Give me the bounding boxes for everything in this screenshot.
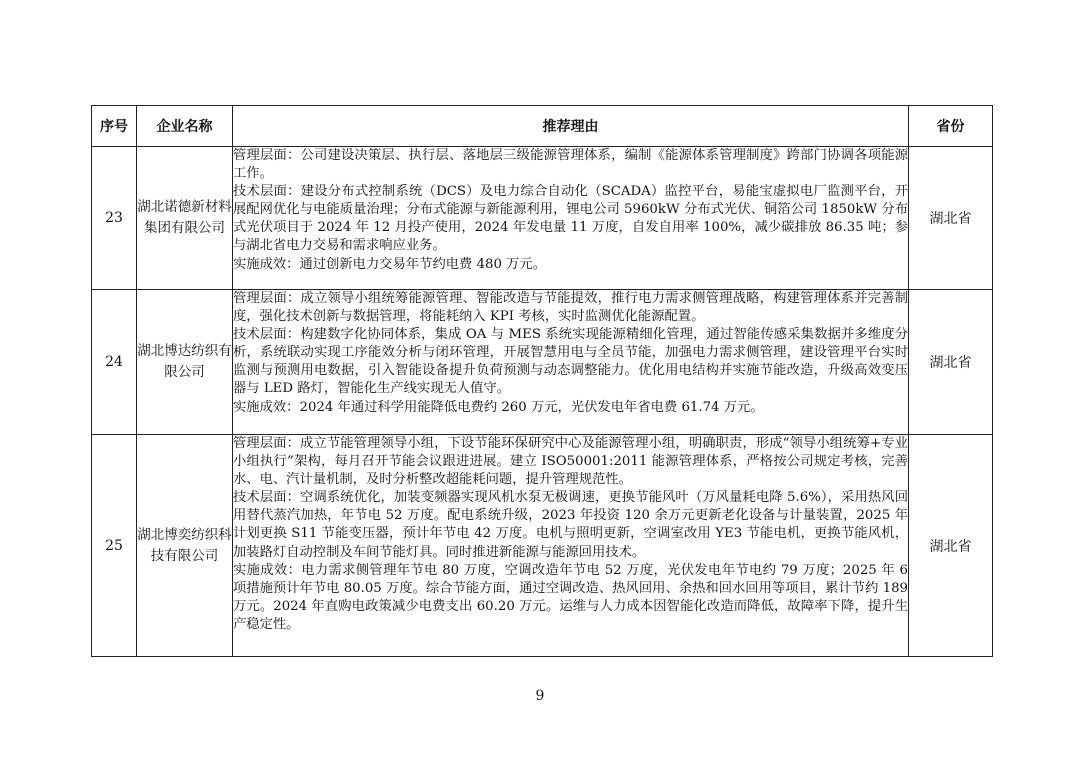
reason-technology: 技术层面：建设分布式控制系统（DCS）及电力综合自动化（SCADA）监控平台，易能宝虚拟电厂监测平台，开展配网优化与电能质量治理；分布式能源与新能源利用，锂电公司 5960kW 分布式光伏、铜箔公司 1850kW 分布式光伏项目于 2024 年 12 月投产使用，2024 年发电量 11 万度，自发自用率 100%，减少碳排放 86.35 吨；参与湖北省电力交易和需求响应业务。	[233, 184, 908, 254]
recommendation-reason	[233, 147, 909, 290]
reason-technology: 技术层面：空调系统优化，加装变频器实现风机水泵无极调速，更换节能风叶（万风量耗电降 5.6%），采用热风回用替代蒸汽加热，年节电 52 万度。配电系统升级，2023 年投资 120 余万元更新老化设备与计量装置，2025 年计划更换 S11 节能变压器，预计年节电 42 万度。电机与照明更新，空调室改用 YE3 节能电机，更换节能风机，加装路灯自动控制及车间节能灯具。同时推进新能源与能源回用技术。	[233, 490, 908, 560]
table-row	[92, 435, 993, 657]
province: 湖北省	[909, 290, 993, 435]
reason-results: 实施成效：电力需求侧管理年节电 80 万度，空调改造年节电 52 万度，光伏发电年节电约 79 万度；2025 年 6 项措施预计年节电 80.05 万度。综合节能方面，通过空调改造、热风回用、余热和回水回用等项目，累计节约 189 万元。2024 年直购电政策减少电费支出 60.20 万元。运维与人力成本因智能化改造而降低，故障率下降，提升生产稳定性。	[233, 562, 908, 632]
header-province: 省份	[909, 106, 993, 147]
reason-results: 实施成效：通过创新电力交易年节约电费 480 万元。	[233, 256, 547, 272]
reason-technology: 技术层面：构建数字化协同体系，集成 OA 与 MES 系统实现能源精细化管理，通过智能传感采集数据并多维度分析，系统联动实现工序能效分析与闭环管理，开展智慧用电与全员节能，加强电力需求侧管理，建设管理平台实时监测与预测用电数据，引入智能设备提升负荷预测与动态调整能力。优化用电结构并实施节能改造，升级高效变压器与 LED 路灯，智能化生产线实现无人值守。	[233, 327, 908, 397]
province: 湖北省	[909, 147, 993, 290]
header-index: 序号	[92, 106, 137, 147]
header-company: 企业名称	[137, 106, 233, 147]
reason-management: 管理层面：成立领导小组统筹能源管理、智能改造与节能提效，推行电力需求侧管理战略，构建管理体系并完善制度，强化技术创新与数据管理，将能耗纳入 KPI 考核，实时监测优化能源配置。	[233, 291, 908, 325]
row-index: 24	[92, 290, 137, 435]
row-index: 25	[92, 435, 137, 657]
table-header-row	[92, 106, 993, 147]
company-name: 湖北博奕纺织科技有限公司	[137, 435, 233, 657]
reason-results: 实施成效：2024 年通过科学用能降低电费约 260 万元，光伏发电年省电费 61.74 万元。	[233, 399, 764, 415]
row-index: 23	[92, 147, 137, 290]
table-row	[92, 147, 993, 290]
company-name: 湖北博达纺织有限公司	[137, 290, 233, 435]
recommendation-reason	[233, 290, 909, 435]
page-number: 9	[535, 688, 545, 704]
recommendation-reason	[233, 435, 909, 657]
recommendation-table	[91, 105, 993, 657]
table-row	[92, 290, 993, 435]
company-name: 湖北诺德新材料集团有限公司	[137, 147, 233, 290]
reason-management: 管理层面：公司建设决策层、执行层、落地层三级能源管理体系，编制《能源体系管理制度》跨部门协调各项能源工作。	[233, 148, 908, 182]
reason-management: 管理层面：成立节能管理领导小组，下设节能环保研究中心及能源管理小组，明确职责，形成“领导小组统筹+专业小组执行”架构，每月召开节能会议跟进进展。建立 ISO50001:2011 能源管理体系，严格按公司规定考核，完善水、电、汽计量机制，及时分析整改超能耗问题，提升管理规范性。	[233, 436, 908, 488]
province: 湖北省	[909, 435, 993, 657]
header-reason: 推荐理由	[233, 106, 909, 147]
